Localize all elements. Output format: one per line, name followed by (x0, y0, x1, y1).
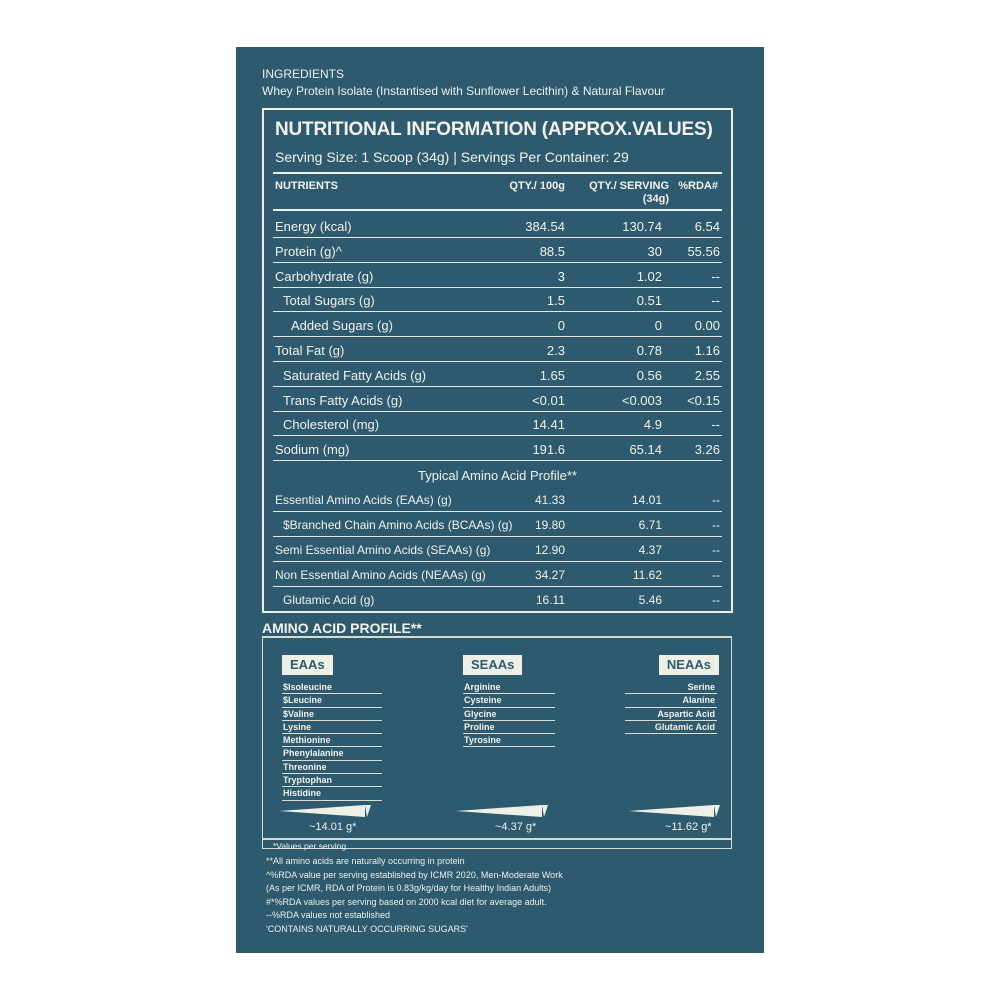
nutrition-label-panel (236, 47, 764, 953)
rda-percent: 2.55 (694, 367, 720, 383)
qty-per-serving: 0 (654, 318, 662, 334)
column-header-rda: %RDA# (678, 180, 718, 192)
table-row (273, 312, 722, 337)
table-row (273, 436, 722, 461)
table-row (273, 562, 722, 587)
qty-per-serving: 130.74 (622, 219, 662, 234)
nutrient-name: Sodium (mg) (275, 442, 350, 458)
nutrient-name: Protein (g)^ (275, 243, 342, 259)
rda-percent: 1.16 (694, 343, 720, 358)
table-row (273, 512, 722, 537)
neaas-total: ~11.62 g* (665, 821, 712, 833)
nutrient-name: Saturated Fatty Acids (g) (283, 367, 427, 383)
qty-per-100g: 34.27 (534, 568, 565, 582)
nutrition-title: NUTRITIONAL INFORMATION (APPROX.VALUES) (275, 119, 713, 140)
qty-per-100g: 3 (557, 268, 565, 284)
rda-percent: -- (712, 593, 720, 607)
list-item: Alanine (625, 694, 717, 707)
footnote-line: 'CONTAINS NATURALLY OCCURRING SUGARS' (266, 923, 468, 934)
nutrient-name: Glutamic Acid (g) (283, 593, 375, 607)
rda-percent: -- (712, 493, 720, 507)
list-item: Methionine (282, 734, 382, 747)
ingredients-text: Whey Protein Isolate (Instantised with Sunflower Lecithin) & Natural Flavour (262, 84, 665, 98)
list-item: Aspartic Acid (625, 708, 717, 721)
header-divider-top (273, 172, 722, 174)
footnote-line: ^%RDA value per serving established by ICMR 2020, Men-Moderate Work (266, 869, 563, 880)
list-item: Glutamic Acid (625, 721, 717, 734)
list-item: Tryptophan (282, 774, 382, 787)
list-item: Tyrosine (463, 734, 555, 747)
footnote-line: #*%RDA values per serving based on 2000 kcal diet for average adult. (266, 896, 547, 907)
footnote-line: --%RDA values not established (266, 910, 391, 921)
amino-profile-heading: Typical Amino Acid Profile** (418, 468, 577, 483)
list-item: Threonine (282, 761, 382, 774)
amino-acid-profile-title: AMINO ACID PROFILE** (262, 620, 422, 636)
qty-per-serving: 30 (647, 243, 662, 259)
rda-percent: 55.56 (687, 243, 720, 259)
qty-per-100g: 2.3 (546, 343, 565, 358)
nutrient-name: Trans Fatty Acids (g) (283, 392, 403, 408)
nutrient-name: Carbohydrate (g) (275, 268, 374, 284)
list-item: $Valine (282, 708, 382, 721)
qty-per-100g: 19.80 (534, 518, 565, 532)
nutrient-name: Essential Amino Acids (EAAs) (g) (275, 493, 452, 507)
qty-per-100g: <0.01 (532, 392, 565, 408)
list-item: $Isoleucine (282, 681, 382, 694)
qty-per-serving: 4.9 (643, 417, 662, 433)
qty-per-serving: 1.02 (636, 268, 662, 284)
per-serving-label: QTY./ SERVING (589, 180, 669, 192)
seaas-list (463, 681, 555, 747)
qty-per-serving: 4.37 (638, 543, 662, 557)
qty-per-serving: 0.56 (636, 367, 662, 383)
table-row (273, 411, 722, 436)
nutrition-facts-box (262, 108, 733, 613)
list-item: Histidine (282, 787, 382, 800)
table-row (273, 337, 722, 362)
qty-per-serving: 6.71 (638, 518, 662, 532)
table-row (273, 213, 722, 238)
qty-per-100g: 14.41 (532, 417, 565, 433)
table-row (273, 587, 722, 612)
qty-per-serving: 11.62 (632, 568, 662, 582)
rda-percent: -- (711, 417, 720, 433)
nutrient-name: $Branched Chain Amino Acids (BCAAs) (g) (283, 518, 513, 532)
neaas-wedge-icon (628, 803, 724, 823)
seaas-wedge-icon (456, 803, 552, 823)
list-item: Glycine (463, 708, 555, 721)
qty-per-100g: 16.11 (535, 593, 565, 607)
eaas-tag: EAAs (282, 655, 333, 675)
nutrient-name: Semi Essential Amino Acids (SEAAs) (g) (275, 543, 491, 557)
rda-percent: 0.00 (694, 318, 720, 334)
table-row (273, 362, 722, 387)
qty-per-serving: <0.003 (621, 392, 662, 408)
nutrient-name: Cholesterol (mg) (283, 417, 380, 433)
qty-per-serving: 65.14 (629, 442, 662, 458)
list-item: Proline (463, 721, 555, 734)
qty-per-100g: 12.90 (534, 543, 565, 557)
ingredients-section (262, 66, 665, 100)
serving-info: Serving Size: 1 Scoop (34g) | Servings Per Container: 29 (275, 149, 629, 165)
nutrient-name: Added Sugars (g) (291, 318, 393, 334)
qty-per-100g: 88.5 (539, 243, 565, 259)
column-header-nutrients: NUTRIENTS (275, 180, 338, 192)
table-row (273, 238, 722, 263)
neaas-list (625, 681, 717, 734)
list-item: Cysteine (463, 694, 555, 707)
column-header-per100g: QTY./ 100g (509, 180, 565, 192)
qty-per-100g: 0 (557, 318, 565, 334)
rda-percent: -- (711, 293, 720, 309)
rda-percent: -- (712, 543, 720, 557)
seaas-total: ~4.37 g* (495, 821, 537, 833)
list-item: Arginine (463, 681, 555, 694)
rda-percent: -- (711, 268, 720, 284)
nutrient-name: Total Sugars (g) (283, 293, 375, 309)
qty-per-serving: 0.78 (636, 343, 662, 358)
table-row (273, 287, 722, 312)
footnotes (266, 855, 563, 937)
footnote-line: **All amino acids are naturally occurring in protein (266, 856, 465, 866)
qty-per-serving: 5.46 (638, 593, 662, 607)
amino-acid-profile-box (262, 636, 732, 849)
list-item: $Leucine (282, 694, 382, 707)
nutrient-name: Energy (kcal) (275, 219, 352, 234)
qty-per-100g: 1.65 (539, 367, 565, 383)
rda-percent: 3.26 (694, 442, 720, 458)
eaas-list (282, 681, 382, 801)
qty-per-serving: 0.51 (636, 293, 662, 309)
qty-per-serving: 14.01 (631, 493, 662, 507)
qty-per-100g: 1.5 (546, 293, 565, 309)
note-divider (263, 838, 731, 840)
rda-percent: -- (712, 518, 720, 532)
qty-per-100g: 191.6 (532, 442, 565, 458)
rda-percent: <0.15 (687, 392, 720, 408)
rda-percent: 6.54 (694, 219, 720, 234)
seaas-tag: SEAAs (463, 655, 522, 675)
per-serving-sub: (34g) (642, 193, 669, 205)
eaas-total: ~14.01 g* (309, 821, 357, 833)
nutrient-name: Total Fat (g) (275, 343, 345, 358)
ingredients-heading: INGREDIENTS (262, 67, 345, 81)
neaas-tag: NEAAs (659, 655, 719, 675)
list-item: Phenylalanine (282, 747, 382, 760)
column-header-per-serving (589, 180, 669, 206)
qty-per-100g: 384.54 (525, 219, 565, 234)
table-row (273, 387, 722, 412)
values-per-serving-note: *Values per serving (273, 841, 347, 851)
eaas-wedge-icon (279, 803, 375, 823)
qty-per-100g: 41.33 (534, 493, 565, 507)
list-item: Serine (625, 681, 717, 694)
table-row (273, 263, 722, 288)
rda-percent: -- (712, 568, 720, 582)
list-item: Lysine (282, 721, 382, 734)
table-row (273, 487, 722, 512)
header-divider-bottom (273, 209, 722, 211)
table-row (273, 537, 722, 562)
footnote-line: (As per ICMR, RDA of Protein is 0.83g/kg/day for Healthy Indian Adults) (266, 883, 552, 894)
nutrient-name: Non Essential Amino Acids (NEAAs) (g) (275, 568, 486, 582)
